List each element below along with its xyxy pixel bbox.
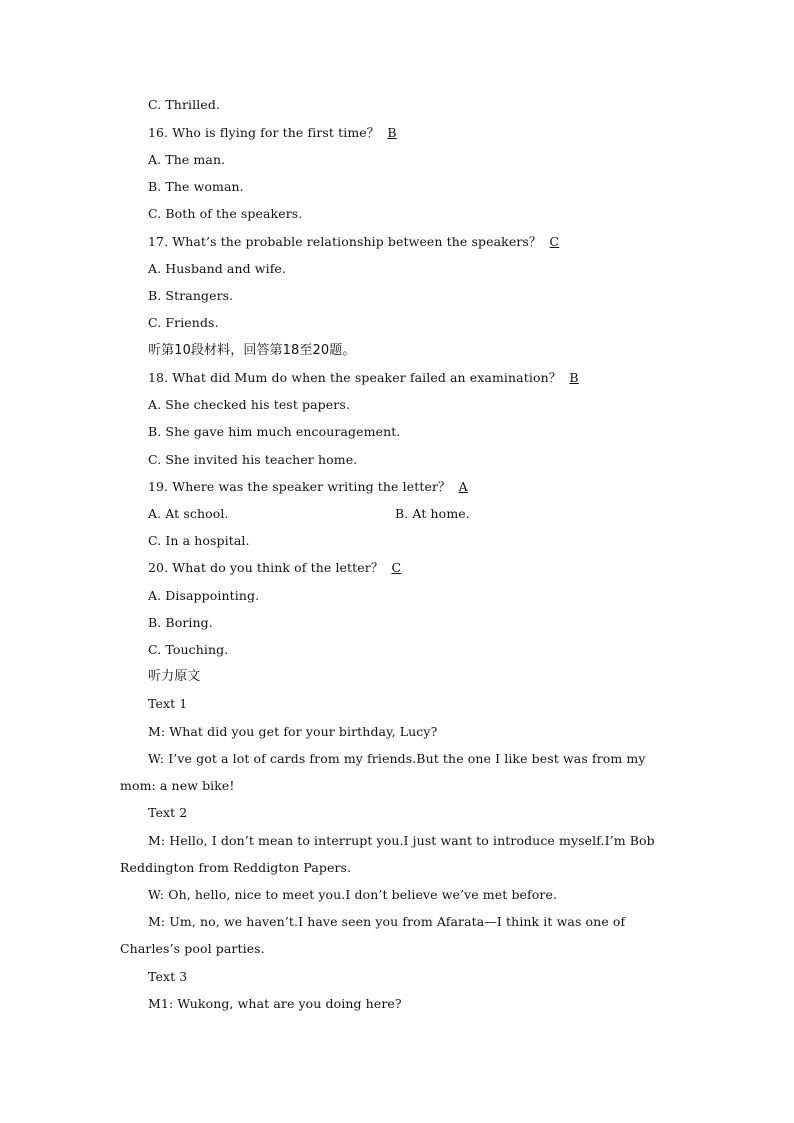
q17-option-a: A. Husband and wife. [148, 261, 286, 276]
q15-option-c: C. Thrilled. [148, 97, 220, 112]
q18-option-a: A. She checked his test papers. [148, 397, 350, 412]
text3-line-1: M1: Wukong, what are you doing here? [148, 996, 402, 1011]
q16-option-c: C. Both of the speakers. [148, 206, 303, 221]
q20-question-text: 20. What do you think of the letter？ [148, 560, 384, 575]
text1-line-2: W: I’ve got a lot of cards from my friends.But the one I like best was from my [148, 751, 646, 766]
text2-line-5: Charles’s pool parties. [120, 941, 265, 956]
q17-option-c: C. Friends. [148, 315, 219, 330]
q19-option-a: A. At school. [148, 506, 229, 521]
q16-option-b: B. The woman. [148, 179, 244, 194]
q20-answer: C [391, 560, 402, 575]
q18-question [148, 368, 595, 388]
text1-line-3: mom: a new bike! [120, 778, 235, 793]
q19-answer: A [458, 479, 468, 494]
q19-option-b: B. At home. [395, 506, 470, 521]
q18-answer: B [569, 370, 579, 385]
q20-option-b: B. Boring. [148, 615, 213, 630]
q18-question-text: 18. What did Mum do when the speaker failed an examination？ [148, 370, 562, 385]
text2-line-2: Reddington from Reddigton Papers. [120, 860, 352, 875]
text2-title: Text 2 [148, 805, 188, 820]
q16-question [148, 123, 413, 143]
q16-question-text: 16. Who is flying for the first time？ [148, 125, 380, 140]
q17-question-text: 17. What’s the probable relationship between the speakers？ [148, 234, 542, 249]
text2-line-4: M: Um, no, we haven’t.I have seen you from Afarata—I think it was one of [148, 914, 626, 929]
q16-option-a: A. The man. [148, 152, 226, 167]
q18-option-b: B. She gave him much encouragement. [148, 424, 401, 439]
q17-answer: C [549, 234, 560, 249]
q17-question [148, 232, 576, 252]
q19-option-c: C. In a hospital. [148, 533, 250, 548]
text3-title: Text 3 [148, 969, 188, 984]
text2-line-3: W: Oh, hello, nice to meet you.I don’t believe we’ve met before. [148, 887, 558, 902]
q18-option-c: C. She invited his teacher home. [148, 452, 358, 467]
q19-question-text: 19. Where was the speaker writing the letter？ [148, 479, 451, 494]
q20-question [148, 558, 417, 578]
text1-title: Text 1 [148, 696, 188, 711]
q16-answer: B [387, 125, 397, 140]
section-heading: 听第10段材料，回答第18至20题。 [148, 343, 356, 358]
q20-option-c: C. Touching. [148, 642, 229, 657]
text2-line-1: M: Hello, I don’t mean to interrupt you.I just want to introduce myself.I’m Bob [148, 833, 655, 848]
q17-option-b: B. Strangers. [148, 288, 234, 303]
q20-option-a: A. Disappointing. [148, 588, 260, 603]
q19-question [148, 477, 485, 497]
transcript-heading: 听力原文 [148, 669, 201, 684]
text1-line-1: M: What did you get for your birthday, Lucy? [148, 724, 438, 739]
